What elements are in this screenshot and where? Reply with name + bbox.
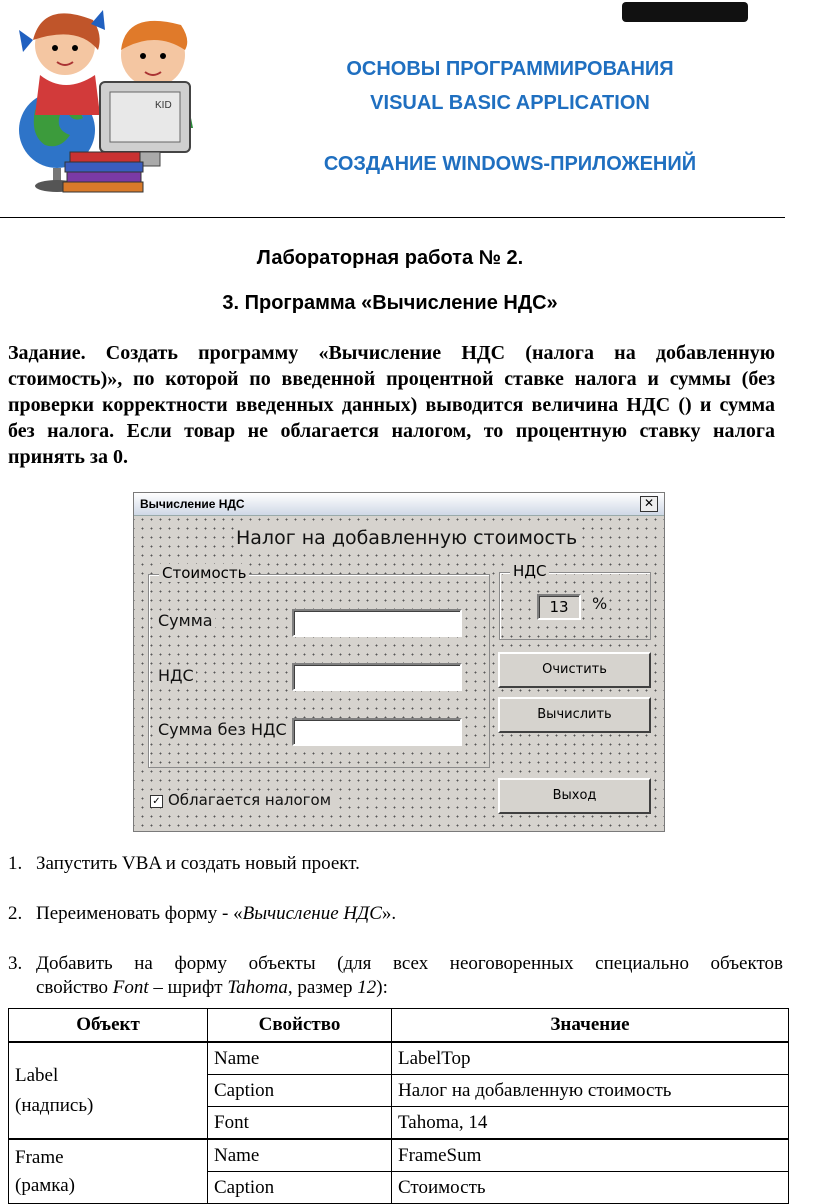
step-2-text-italic: Вычисление НДС: [242, 903, 382, 924]
table-row: [9, 1042, 789, 1075]
value-cell: LabelTop: [392, 1042, 789, 1075]
label-vat: НДС: [158, 666, 194, 685]
vba-form-window: [133, 492, 665, 832]
clear-button[interactable]: Очистить: [498, 652, 651, 688]
sum-input[interactable]: [292, 609, 462, 637]
object-cell-label: [9, 1042, 208, 1139]
rate-input[interactable]: [537, 594, 581, 620]
calculate-button[interactable]: Вычислить: [498, 697, 651, 733]
value-cell: FrameSum: [392, 1139, 789, 1172]
step-3-l2-c: , размер: [287, 977, 358, 998]
value-cell: Tahoma, 14: [392, 1107, 789, 1140]
step-2-text-a: Переименовать форму - «: [36, 903, 243, 924]
property-cell: Font: [208, 1107, 392, 1140]
property-cell: Caption: [208, 1075, 392, 1107]
properties-table: [8, 1008, 789, 1204]
property-cell: Name: [208, 1042, 392, 1075]
step-3-l2-size: 12: [357, 977, 377, 998]
rate-value: 13: [549, 598, 569, 616]
header-line-3: СОЗДАНИЕ WINDOWS-ПРИЛОЖЕНИЙ: [323, 153, 697, 175]
checkbox-label: Облагается налогом: [168, 791, 332, 809]
header-value: Значение: [392, 1009, 789, 1043]
step-3-l2-tahoma: Tahoma: [227, 977, 288, 998]
header-object: Объект: [9, 1009, 208, 1043]
kids-computer-illustration: [5, 0, 220, 205]
label-sum: Сумма: [158, 611, 213, 630]
step-3-num: 3.: [8, 953, 23, 974]
step-3-l2-font: Font: [112, 977, 149, 998]
percent-label: %: [592, 594, 608, 613]
table-row: [9, 1139, 789, 1172]
label-top: Налог на добавленную стоимость: [236, 527, 578, 549]
task-description: Задание. Создать программу «Вычисление НДС (налога на добавленную стоимость)», по которой по введенной процентной ставке налога и суммы (без проверки корректности введенных данных) выводится величина НДС () и сумма без налога. Если товар не облагается налогом, то процентную ставку налога принять за 0.: [8, 342, 775, 468]
close-icon[interactable]: ✕: [640, 496, 658, 512]
vat-output[interactable]: [292, 663, 462, 691]
step-1: [8, 853, 360, 875]
header-property: Свойство: [208, 1009, 392, 1043]
step-3: [8, 953, 783, 999]
step-1-text: Запустить VBA и создать новый проект.: [36, 853, 360, 874]
frame-sum-caption: Стоимость: [159, 564, 249, 582]
lab-subtitle: 3. Программа «Вычисление НДС»: [222, 292, 558, 314]
form-title: Вычисление НДС: [140, 497, 245, 511]
object-frame-line-1: Frame: [15, 1146, 64, 1168]
property-cell: Caption: [208, 1172, 392, 1204]
label-net: Сумма без НДС: [158, 720, 287, 739]
step-2-text-b: ».: [381, 903, 397, 924]
object-label-line-2: (надпись): [15, 1094, 94, 1116]
header-line-2: VISUAL BASIC APPLICATION: [370, 92, 650, 114]
exit-button[interactable]: Выход: [498, 778, 651, 814]
tax-checkbox[interactable]: ✓: [150, 795, 163, 808]
step-2-num: 2.: [8, 903, 23, 924]
step-2: [8, 903, 396, 925]
header-line-1: ОСНОВЫ ПРОГРАММИРОВАНИЯ: [346, 58, 674, 80]
net-output[interactable]: [292, 718, 462, 746]
form-titlebar: [134, 493, 664, 516]
kid-monitor-label: KID: [155, 100, 172, 111]
frame-vat-caption: НДС: [510, 562, 549, 580]
value-cell: Налог на добавленную стоимость: [392, 1075, 789, 1107]
object-cell-frame: [9, 1139, 208, 1204]
step-3-l2-b: – шрифт: [148, 977, 228, 998]
header-divider: [0, 217, 785, 218]
redacted-mark: [622, 2, 748, 22]
step-3-line-1: Добавить на форму объекты (для всех неоговоренных специально объектов: [36, 953, 783, 974]
step-1-num: 1.: [8, 853, 23, 874]
table-header-row: [9, 1009, 789, 1043]
object-frame-line-2: (рамка): [15, 1174, 75, 1196]
step-3-l2-d: ):: [376, 977, 388, 998]
value-cell: Стоимость: [392, 1172, 789, 1204]
property-cell: Name: [208, 1139, 392, 1172]
object-label-line-1: Label: [15, 1064, 59, 1086]
lab-title: Лабораторная работа № 2.: [256, 247, 524, 269]
step-3-l2-a: свойство: [36, 977, 113, 998]
